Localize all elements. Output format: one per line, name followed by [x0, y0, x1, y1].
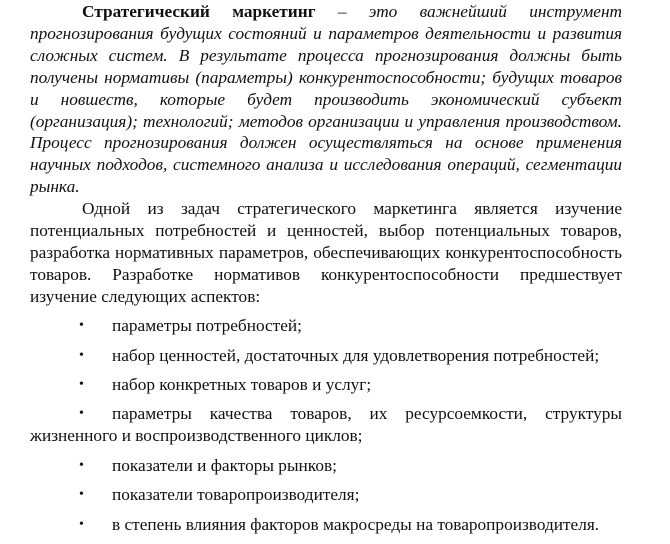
list-item-text: набор конкретных товаров и услуг;: [112, 375, 372, 394]
term-strategic-marketing: Стратегический маркетинг: [82, 2, 316, 21]
list-item-text: в степень влияния факторов макросреды на товаропроизводителя.: [112, 514, 600, 534]
list-item: [30, 374, 622, 396]
list-item: [30, 345, 622, 367]
bullet-icon: •: [79, 406, 84, 422]
bullet-icon: •: [79, 516, 84, 532]
paragraph-definition: [30, 1, 622, 198]
document-page: [30, 1, 622, 535]
bullet-icon: •: [79, 318, 84, 334]
list-item-text: параметры потребностей;: [112, 316, 302, 336]
definition-text: – это важнейший инструмент прогнозирования будущих состояний и параметров деятельности и развития сложных систем. В результате процесса прогнозирования должны быть получены нормативы (параметры) конкурентоспособности; будущих товаров и новшеств, которые будет производить экономический субъект (организация); технологий; методов организации и управления производством. Процесс прогнозирования должен осуществляться на основе применения научных подходов, системного анализа и исследования операций, сегментации рынка.: [30, 2, 622, 197]
list-item-text: показатели товаропроизводителя;: [112, 485, 360, 505]
bullet-icon: •: [79, 487, 84, 503]
list-item: [30, 514, 622, 536]
list-item-text: показатели и факторы рынков;: [112, 455, 337, 475]
list-item-text: параметры качества товаров, их ресурсоемкости, структуры жизненного и воспроизводственного циклов;: [30, 404, 622, 446]
list-item: [30, 403, 622, 447]
list-item: [30, 455, 622, 477]
list-item: [30, 484, 622, 506]
bullet-icon: •: [79, 457, 84, 473]
aspects-list: [30, 315, 622, 535]
list-item: [30, 315, 622, 337]
list-item-text: набор ценностей, достаточных для удовлетворения потребностей;: [112, 345, 600, 365]
bullet-icon: •: [79, 347, 84, 363]
paragraph-tasks: Одной из задач стратегического маркетинга является изучение потенциальных потребностей и ценностей, выбор потенциальных товаров, разработка нормативных параметров, обеспечивающих конкурентоспособность товаров. Разработке нормативов конкурентоспособности предшествует изучение следующих аспектов:: [30, 199, 622, 306]
bullet-icon: •: [79, 377, 84, 392]
